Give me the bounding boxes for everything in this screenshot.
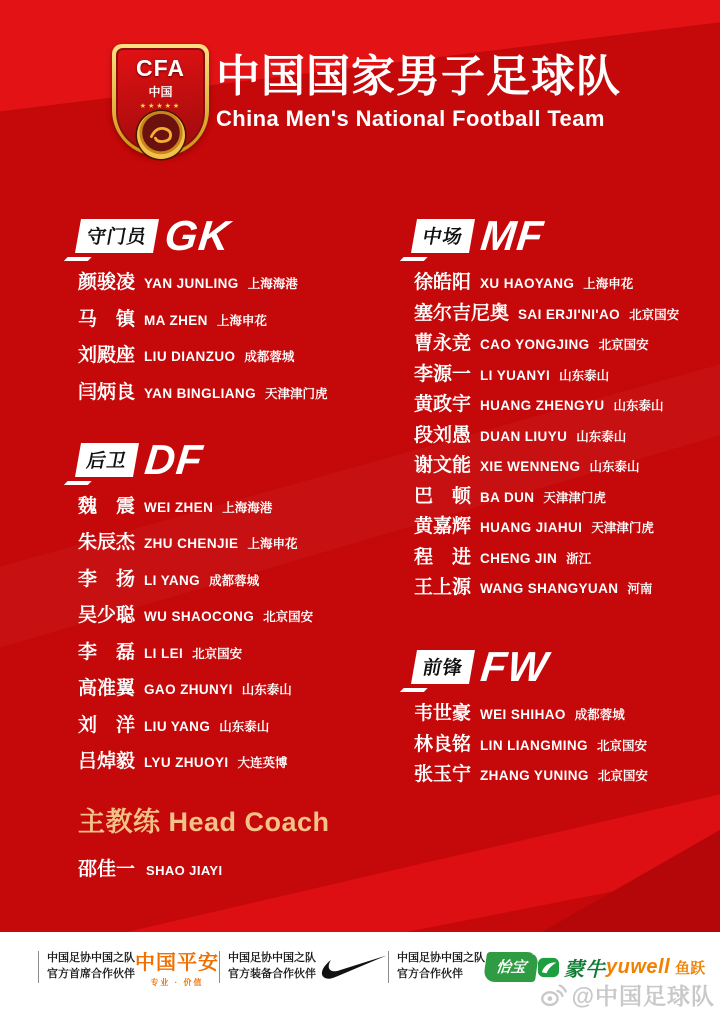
weibo-watermark — [540, 978, 715, 1011]
player-pinyin: HUANG ZHENGYU — [480, 398, 605, 413]
player-club: 天津津门虎 — [591, 521, 654, 535]
player-club: 上海海港 — [222, 500, 273, 515]
player-club: 成都蓉城 — [244, 350, 295, 364]
player-pinyin: WU SHAOCONG — [144, 609, 255, 624]
player-club: 大连英博 — [237, 756, 288, 770]
player-name: 谢文能 — [414, 455, 472, 476]
player-name: 王上源 — [414, 577, 472, 598]
player-name: 魏 震 — [78, 495, 136, 517]
mengniu-logo-text: 蒙牛 — [564, 958, 607, 981]
watermark-text: @中国足球队 — [571, 983, 715, 1009]
player-name: 黄政宇 — [414, 394, 472, 415]
cfa-crest-logo — [112, 44, 209, 156]
partner2-line1: 中国足协中国之队 — [228, 952, 316, 965]
head-coach-title: 主教练 Head Coach — [78, 807, 330, 837]
player-name: 刘殿座 — [78, 345, 136, 366]
section-header-fw — [414, 645, 714, 689]
pingan-logo-text: 中国平安 — [135, 952, 219, 974]
player-row — [78, 496, 408, 518]
player-pinyin: YAN BINGLIANG — [144, 385, 256, 401]
player-pinyin: LI YUANYI — [480, 367, 551, 383]
player-name: 吴少聪 — [78, 605, 136, 626]
player-pinyin: LIU DIANZUO — [144, 349, 236, 364]
player-rows — [78, 496, 408, 774]
section-label-en: DF — [142, 435, 206, 483]
player-pinyin: DUAN LIUYU — [480, 428, 568, 444]
yibao-logo — [483, 952, 539, 982]
cfa-stars-icon: ★★★★★ — [139, 103, 182, 110]
weibo-icon — [540, 983, 567, 1007]
player-pinyin: GAO ZHUNYI — [144, 682, 233, 697]
nike-swoosh-icon — [316, 954, 388, 980]
page-title: 中国国家男子足球队 — [216, 52, 621, 101]
player-row — [414, 272, 714, 294]
player-club: 山东泰山 — [241, 683, 292, 697]
player-row — [78, 715, 408, 737]
partner-label-2 — [219, 951, 316, 983]
player-pinyin: LIU YANG — [144, 718, 211, 734]
player-name: 朱辰杰 — [78, 532, 136, 553]
player-name: 吕焯毅 — [78, 751, 136, 772]
section-label-cn: 后卫 — [75, 443, 139, 477]
nike-logo — [316, 954, 388, 980]
head-coach-section — [78, 800, 330, 881]
player-pinyin: LIN LIANGMING — [480, 737, 588, 753]
section-header-mf — [414, 214, 714, 258]
player-club: 北京国安 — [598, 338, 649, 352]
player-name: 韦世豪 — [414, 703, 472, 724]
player-row — [78, 569, 408, 591]
player-row — [78, 345, 408, 367]
player-name: 林良铭 — [414, 733, 472, 755]
player-name: 马 镇 — [78, 308, 136, 330]
player-club: 北京国安 — [597, 769, 648, 783]
section-label-en: MF — [478, 212, 547, 259]
player-pinyin: ZHANG YUNING — [480, 768, 589, 783]
player-pinyin: ZHU CHENJIE — [144, 536, 239, 551]
cfa-logo-cn-text: 中国 — [148, 85, 173, 99]
player-club: 成都蓉城 — [574, 708, 625, 722]
player-club: 山东泰山 — [559, 368, 610, 383]
player-row — [414, 703, 714, 725]
partner-label-1 — [38, 951, 135, 983]
player-club: 上海申花 — [216, 313, 267, 328]
player-name: 段刘愚 — [414, 424, 472, 446]
section-gk — [78, 214, 408, 404]
player-pinyin: WEI SHIHAO — [480, 707, 566, 722]
player-club: 山东泰山 — [589, 460, 640, 474]
player-row — [78, 678, 408, 700]
player-name: 高准翼 — [78, 678, 136, 699]
player-row — [414, 425, 714, 447]
section-label-cn: 中场 — [411, 219, 475, 253]
dragon-emblem-icon — [137, 111, 185, 159]
player-row — [414, 486, 714, 508]
partner2-line2: 官方装备合作伙伴 — [228, 968, 316, 980]
player-pinyin: MA ZHEN — [144, 312, 208, 328]
player-club: 北京国安 — [629, 307, 680, 322]
player-row — [414, 303, 714, 325]
player-pinyin: SAI ERJI'NI'AO — [518, 306, 621, 322]
head-coach-pinyin: SHAO JIAYI — [146, 863, 223, 878]
pingan-logo — [135, 946, 219, 988]
section-fw — [414, 645, 714, 786]
player-row — [78, 382, 408, 404]
player-name: 李源一 — [414, 363, 472, 385]
player-club: 浙江 — [566, 551, 592, 566]
player-club: 山东泰山 — [576, 429, 627, 444]
player-pinyin: CAO YONGJING — [480, 337, 590, 352]
dragon-swirl-icon — [145, 119, 177, 151]
column-left — [78, 214, 408, 773]
player-name: 巴 顿 — [414, 485, 472, 507]
partner1-line2: 官方首席合作伙伴 — [47, 968, 135, 980]
player-row — [78, 272, 408, 294]
player-row — [414, 547, 714, 569]
cfa-logo-text: CFA — [136, 55, 185, 81]
partner-label-3 — [388, 951, 485, 983]
player-name: 闫炳良 — [78, 381, 136, 403]
partner3-line2: 官方合作伙伴 — [397, 968, 463, 980]
section-mf — [414, 214, 714, 599]
player-name: 李 扬 — [78, 568, 136, 590]
player-row — [414, 394, 714, 416]
player-name: 黄嘉辉 — [414, 516, 472, 537]
section-header-gk — [78, 214, 408, 258]
page-subtitle: China Men's National Football Team — [216, 106, 605, 132]
player-pinyin: XU HAOYANG — [480, 276, 575, 291]
player-name: 刘 洋 — [78, 714, 136, 736]
player-name: 李 磊 — [78, 641, 136, 663]
player-row — [414, 364, 714, 386]
player-club: 北京国安 — [192, 646, 243, 661]
yibao-logo-text: 怡宝 — [494, 959, 528, 976]
player-club: 山东泰山 — [219, 719, 270, 734]
section-label-en: GK — [162, 212, 233, 259]
player-pinyin: WEI ZHEN — [144, 499, 214, 515]
player-club: 上海申花 — [583, 277, 634, 291]
player-rows — [414, 703, 714, 786]
pingan-slogan: 专业 · 价值 — [150, 978, 204, 987]
player-club: 北京国安 — [596, 738, 647, 753]
yibao-registered-mark: ® — [531, 950, 538, 957]
player-pinyin: LYU ZHUOYI — [144, 755, 229, 770]
player-pinyin: CHENG JIN — [480, 550, 558, 566]
player-name: 颜骏凌 — [78, 272, 136, 293]
column-right — [414, 214, 714, 786]
player-pinyin: YAN JUNLING — [144, 276, 239, 291]
player-name: 徐皓阳 — [414, 272, 472, 293]
player-pinyin: XIE WENNENG — [480, 459, 581, 474]
player-club: 天津津门虎 — [264, 386, 328, 401]
player-pinyin: LI YANG — [144, 572, 201, 588]
player-club: 上海申花 — [247, 537, 298, 551]
player-row — [414, 333, 714, 355]
yuwell-logo-en: yuwell — [606, 955, 671, 978]
player-pinyin: WANG SHANGYUAN — [480, 581, 619, 596]
mengniu-emblem-icon — [537, 956, 560, 979]
player-rows — [414, 272, 714, 599]
player-row — [414, 734, 714, 756]
player-name: 曹永竞 — [414, 333, 472, 354]
player-row — [78, 605, 408, 627]
player-rows — [78, 272, 408, 404]
player-club: 山东泰山 — [613, 399, 664, 413]
player-pinyin: HUANG JIAHUI — [480, 520, 583, 535]
player-pinyin: BA DUN — [480, 489, 535, 505]
yuwell-logo-cn: 鱼跃 — [675, 959, 706, 977]
player-row — [414, 516, 714, 538]
player-club: 成都蓉城 — [209, 573, 260, 588]
head-coach-name: 邵佳一 — [78, 859, 136, 880]
section-label-cn: 守门员 — [75, 219, 159, 253]
player-row — [414, 577, 714, 599]
player-row — [414, 455, 714, 477]
yuwell-logo — [606, 956, 705, 979]
player-row — [78, 309, 408, 331]
player-name: 张玉宁 — [414, 764, 472, 785]
player-pinyin: LI LEI — [144, 645, 184, 661]
partner3-line1: 中国足协中国之队 — [397, 952, 485, 965]
player-name: 塞尔吉尼奥 — [414, 302, 510, 324]
cfa-crest-inner — [116, 48, 205, 152]
player-row — [78, 532, 408, 554]
section-label-en: FW — [478, 643, 551, 690]
player-club: 上海海港 — [247, 277, 298, 291]
player-row — [78, 642, 408, 664]
head-coach-row — [78, 854, 330, 881]
header-titles — [216, 52, 621, 132]
player-name: 程 进 — [414, 546, 472, 568]
player-row — [414, 764, 714, 786]
section-df — [78, 435, 408, 774]
player-club: 天津津门虎 — [543, 490, 606, 505]
section-header-df — [78, 435, 408, 483]
player-club: 北京国安 — [263, 610, 314, 624]
section-label-cn: 前锋 — [411, 650, 475, 684]
player-club: 河南 — [627, 582, 653, 596]
partner1-line1: 中国足协中国之队 — [47, 952, 135, 965]
player-row — [78, 751, 408, 773]
